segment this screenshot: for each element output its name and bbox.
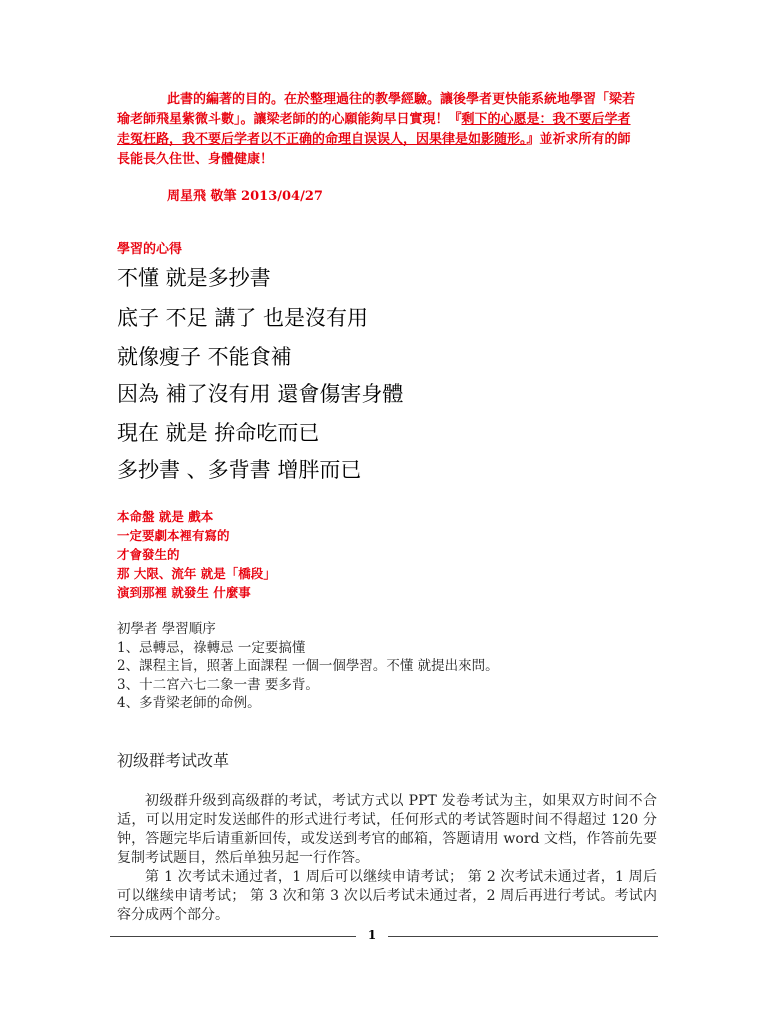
list-item: 2、課程主旨，照著上面課程 一個一個學習。不懂 就提出來問。 [117,658,499,674]
footer-rule-left [110,936,356,937]
list-heading: 初學者 學習順序 [117,621,216,637]
footer-rule-right [388,936,658,937]
big-line-3: 就像瘦子 不能食補 [117,345,292,369]
intro-line-3: 走冤枉路，我不要后学者以不正确的命理自误误人，因果律是如影随形。』並祈求所有的師 [117,132,631,147]
big-line-2: 底子 不足 講了 也是沒有用 [117,306,369,330]
wish-underlined-text: 剩下的心愿是：我不要后学者 [461,112,631,127]
big-line-6: 多抄書 、多背書 增胖而已 [117,458,362,482]
page-number: 1 [367,928,377,942]
learning-heading: 學習的心得 [117,242,183,257]
wish-underlined-text-cont: 走冤枉路，我不要后学者以不正确的命理自误误人，因果律是如影随形。 [117,132,527,147]
intro-line-4: 長能長久住世、身體健康！ [117,152,274,167]
red-block-line: 演到那裡 就發生 什麼事 [117,585,251,600]
big-line-5: 現在 就是 拚命吃而已 [117,421,320,445]
big-line-4: 因為 補了沒有用 還會傷害身體 [117,382,404,406]
intro-line-2: 瑜老師飛星紫微斗數」。讓梁老師的的心願能夠早日實現！『剩下的心愿是：我不要后学者 [117,112,631,127]
signature: 周星飛 敬筆 2013/04/27 [167,189,323,204]
paragraph: 初级群升级到高级群的考试，考试方式以 PPT 发卷考试为主，如果双方时间不合适，可以用定时发送邮件的形式进行考试，任何形式的考试答题时间不得超过 120 分钟，答题完毕后请重新回传，或发送到考官的邮箱，答题请用 word 文档，作答前先要复制考试题目，然后单独另起一行作答。 [117,793,657,866]
script-metaphor-block [117,507,276,602]
red-block-line: 那 大限、流年 就是「橋段」 [117,566,276,581]
red-block-line: 本命盤 就是 戲本 [117,509,214,524]
section-title: 初级群考试改革 [117,751,230,770]
big-line-1: 不懂 就是多抄書 [117,266,271,290]
paragraph: 第 1 次考试未通过者，1 周后可以继续申请考试； 第 2 次考试未通过者，1 周后可以继续申请考试； 第 3 次和第 3 次以后考试未通过者，2 周后再进行考试。考试内容分成两个部分。 [117,869,657,923]
intro-line-1: 此書的編著的目的。在於整理過往的教學經驗。讓後學者更快能系統地學習「梁若 [167,92,636,107]
list-item: 4、多背梁老師的命例。 [117,695,261,711]
list-item: 1、忌轉忌，祿轉忌 一定要搞懂 [117,639,306,656]
intro-paragraph [117,90,657,170]
red-block-line: 才會發生的 [117,547,180,562]
list-item: 3、十二宮六七二象一書 要多背。 [117,676,319,693]
learning-order-list [117,620,499,713]
exam-reform-text [117,792,657,925]
red-block-line: 一定要劇本裡有寫的 [117,528,230,543]
